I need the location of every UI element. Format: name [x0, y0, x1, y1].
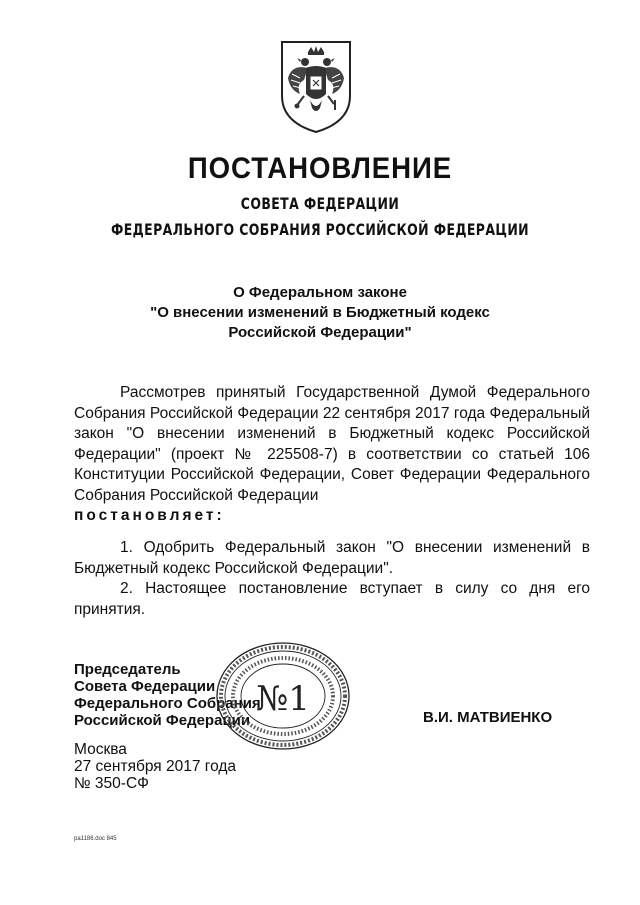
- file-code: ра1186.doc 845: [74, 836, 117, 842]
- document-subject: [0, 283, 640, 343]
- place-date-number: [74, 741, 236, 792]
- subject-line-2: "О внесении изменений в Бюджетный кодекс: [150, 304, 490, 321]
- city: Москва: [74, 741, 127, 758]
- date: 27 сентября 2017 года: [74, 758, 237, 775]
- signer-position-line-3: Федерального Собрания: [74, 695, 261, 712]
- official-round-stamp-icon: [214, 640, 352, 752]
- resolution-items: [74, 538, 590, 620]
- preamble-paragraph: Рассмотрев принятый Государственной Думой Федерального Собрания Российской Федерации 22 сентября 2017 года Федеральный закон "О внесении изменений в Бюджетный кодекс Российской Федерации" (проект № 225508-7) в соответствии со статьей 106 Конституции Российской Федерации, Совет Федерации Федерального Собрания Российской Федерации: [74, 384, 590, 504]
- resolution-word: постановляет:: [74, 507, 225, 524]
- subject-line-3: Российской Федерации": [228, 324, 412, 341]
- signer-name: В.И. МАТВИЕНКО: [423, 709, 553, 726]
- signer-position-line-4: Российской Федерации: [74, 712, 251, 729]
- coat-of-arms-icon: [278, 38, 354, 134]
- document-title: ПОСТАНОВЛЕНИЕ: [187, 152, 453, 185]
- resolution-item-2: 2. Настоящее постановление вступает в силу со дня его принятия.: [74, 580, 590, 618]
- issuing-body-line-1: СОВЕТА ФЕДЕРАЦИИ: [240, 194, 400, 213]
- resolution-item-1: 1. Одобрить Федеральный закон "О внесении изменений в Бюджетный кодекс Российской Федерации".: [74, 539, 590, 577]
- preamble: [74, 383, 590, 527]
- issuing-body-line-2: ФЕДЕРАЛЬНОГО СОБРАНИЯ РОССИЙСКОЙ ФЕДЕРАЦИИ: [110, 220, 530, 239]
- signer-position-line-1: Председатель: [74, 661, 181, 678]
- stamp-number: №1: [256, 679, 310, 719]
- document-number: № 350-СФ: [74, 775, 149, 792]
- signer-position-line-2: Совета Федерации: [74, 678, 216, 695]
- subject-line-1: О Федеральном законе: [233, 284, 407, 301]
